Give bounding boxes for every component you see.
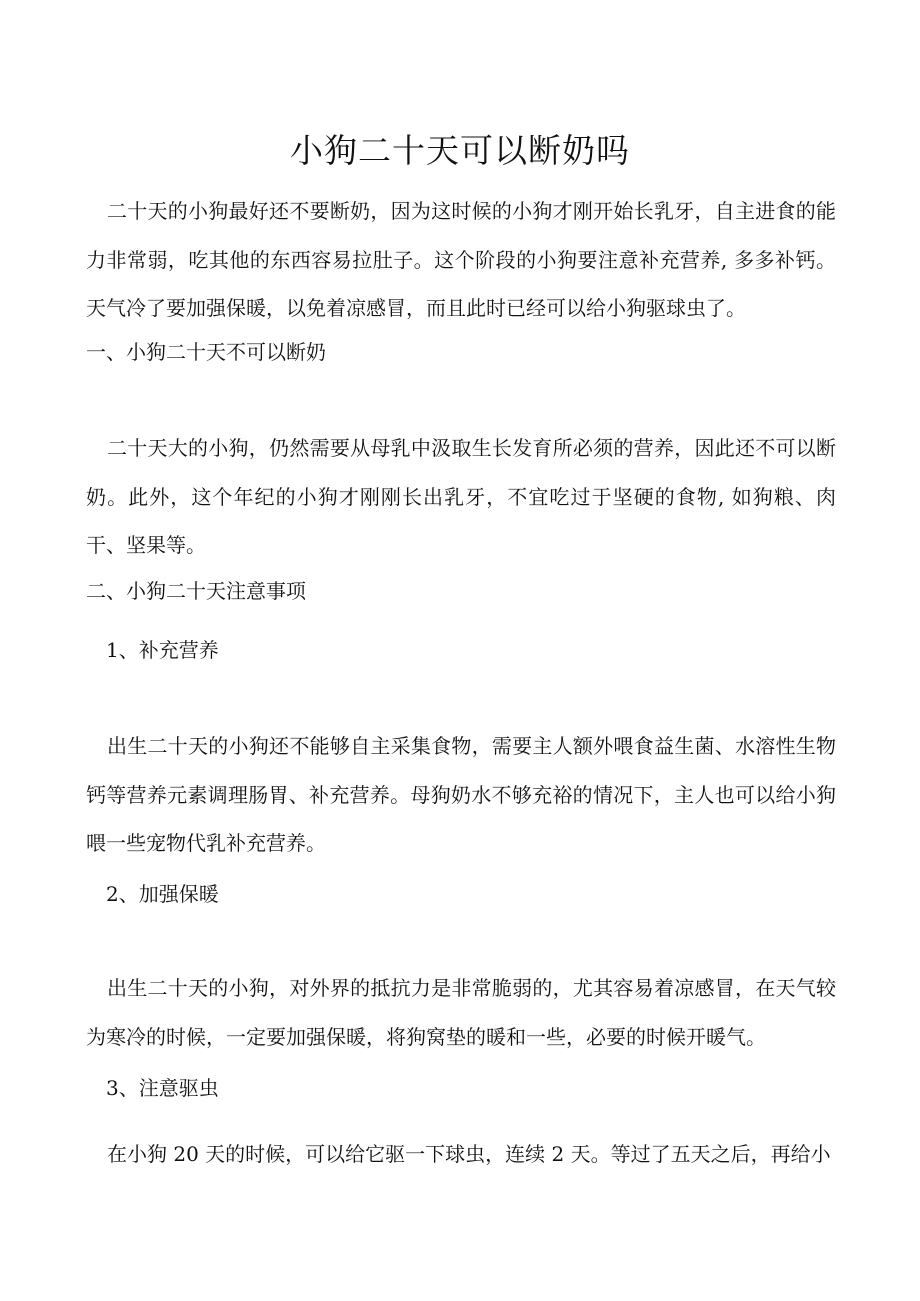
intro-paragraph: 二十天的小狗最好还不要断奶，因为这时候的小狗才刚开始长乳牙，自主进食的能力非常弱，吃其他的东西容易拉肚子。这个阶段的小狗要注意补充营养, 多多补钙。天气冷了要加强保暖，以免着凉感冒，而且此时已经可以给小狗驱球虫了。 [86, 199, 836, 320]
item-2-heading: 2、加强保暖 [106, 882, 219, 906]
item-3-heading: 3、注意驱虫 [106, 1076, 219, 1100]
section-1-heading: 一、小狗二十天不可以断奶 [86, 340, 326, 364]
item-1-paragraph: 出生二十天的小狗还不能够自主采集食物，需要主人额外喂食益生菌、水溶性生物钙等营养元素调理肠胃、补充营养。母狗奶水不够充裕的情况下，主人也可以给小狗喂一些宠物代乳补充营养。 [86, 734, 836, 855]
item-1-heading: 1、补充营养 [106, 638, 219, 662]
item-2-paragraph: 出生二十天的小狗，对外界的抵抗力是非常脆弱的，尤其容易着凉感冒，在天气较为寒冷的时候，一定要加强保暖，将狗窝垫的暖和一些，必要的时候开暖气。 [86, 976, 836, 1049]
section-1-paragraph: 二十天大的小狗，仍然需要从母乳中汲取生长发育所必须的营养，因此还不可以断奶。此外，这个年纪的小狗才刚刚长出乳牙，不宜吃过于坚硬的食物, 如狗粮、肉干、坚果等。 [86, 436, 836, 557]
section-2-heading: 二、小狗二十天注意事项 [86, 579, 306, 603]
item-3-paragraph: 在小狗 20 天的时候，可以给它驱一下球虫，连续 2 天。等过了五天之后，再给小 [107, 1142, 831, 1166]
page-title: 小狗二十天可以断奶吗 [290, 131, 630, 170]
